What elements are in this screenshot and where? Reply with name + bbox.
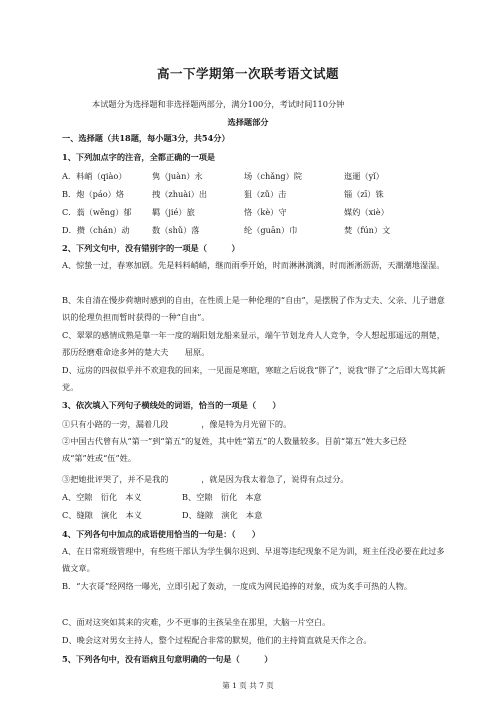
section-title: 选择题部分	[227, 117, 269, 127]
q1-c-3: 恪（kè）守	[244, 207, 287, 217]
q5-stem: 5、下列各句中，没有语病且句意明确的一句是（ ）	[62, 654, 273, 664]
q1-option-row	[62, 189, 442, 200]
q1-a-1: A．料峭（qiào）	[62, 171, 127, 181]
q4-option-b: B．“大衣哥”经网络一曝光，立即引起了轰动，一度成为网民追捧的对象，成为炙手可热的人物。	[62, 581, 413, 591]
q3-option-b: B、空隙 衍化 本意	[182, 492, 262, 502]
q1-c-1: C．蓊（wěng）郁	[62, 207, 132, 217]
q2-option-b: B、朱自清在慢步荷塘时感到的自由，在性质上是一种伦理的“自由”，是摆脱了作为丈夫、父亲、儿子谱意识的伦理负担而暂时获得的一种“自由”。	[62, 295, 445, 322]
q1-b-4: 锱（zī）铢	[344, 189, 384, 199]
exam-intro: 本试题分为选择题和非选择题两部分，满分100分，考试时间110分钟	[92, 99, 345, 109]
q1-a-3: 场（chǎng）院	[244, 171, 303, 181]
q3-option-row	[62, 492, 442, 503]
q3-option-a: A、空隙 衍化 本义	[62, 492, 142, 502]
q4-option-c: C、面对这突如其来的灾难，少不更事的主孩呆坐在那里，大脑一片空白。	[62, 617, 331, 627]
q3-option-row	[62, 510, 442, 521]
q1-a-2: 隽（juàn）永	[152, 171, 203, 181]
q3-option-c: C、缝隙 演化 本义	[62, 510, 142, 520]
q1-option-row	[62, 207, 442, 218]
q1-d-4: 焚（fún）文	[344, 225, 391, 235]
page-footer: 第 1 页 共 7 页	[222, 681, 274, 690]
q2-option-c: C、翠翠的感情成熟是靠一年一度的端阳划龙船来显示，端午节划龙舟人人竞争，令人想起那遥远的荆楚，那历经磨难命途多舛的楚大夫 屈原。	[62, 330, 445, 357]
q1-d-2: 数（shǔ）落	[152, 225, 200, 235]
q1-b-1: B．炮（páo）烙	[62, 189, 125, 199]
q1-d-3: 纶（guān）巾	[244, 225, 298, 235]
exam-title: 高一下学期第一次联考语文试题	[156, 66, 339, 81]
q1-b-3: 狙（zǔ）击	[244, 189, 287, 199]
q1-option-row	[62, 225, 442, 236]
q3-sentence-2: ②中国古代曾有从“第一”到“第五”的复姓，其中姓“第五”的人数量较多。目前“第五”姓大多已经 成“第”姓或“伍”姓。	[62, 436, 440, 463]
q3-sentence-3: ③把她批评哭了，并不是我的 ，就是因为我太着急了，说得有点过分。	[62, 474, 349, 484]
q2-stem: 2、下列文句中，没有错别字的一项是（ ）	[62, 243, 240, 253]
q1-d-1: D．攒（chán）动	[62, 225, 130, 235]
part1-header: 一、选择题（共18题，每小题3分，共54分）	[62, 133, 230, 143]
q1-stem: 1、下列加点字的注音，全都正确的一项是	[62, 152, 216, 162]
q2-option-d: D、远房的四叔似乎并不欢迎我的回来，一见面是寒暄，寒暄之后说我“胖了”，说我“胖了”之后即大骂其新党。	[62, 365, 446, 392]
q2-option-a: A、惊蛰一过，春寒加剧。先是料料峭峭，继而雨季开始，时而淋淋漓漓，时而淅淅沥沥，天潮潮地湿湿。	[62, 260, 445, 270]
q1-c-4: 媒妁（xiè）	[344, 207, 389, 217]
q3-sentence-1: ①只有小路的一旁，漏着几段 ，像是特为月光留下的。	[62, 419, 292, 429]
q1-option-row	[62, 171, 442, 182]
q4-option-a: A、在日常班级管理中，有些班干部认为学生偶尔迟到、早退等违纪现象不足为训，班主任没必要在此过多做文章。	[62, 546, 445, 573]
q4-option-d: D、晚会这对男女主持人，整个过程配合非常的默契，他们的主持简直就是天作之合。	[62, 635, 372, 645]
q1-c-2: 羁（jié）旅	[152, 207, 195, 217]
q1-a-4: 迤逦（yǐ）	[344, 171, 384, 181]
q3-stem: 3、依次填入下列句子横线处的词语，恰当的一项是（ ）	[62, 400, 281, 410]
q3-option-d: D、缝隙 演化 本意	[182, 510, 263, 520]
q1-b-2: 拽（zhuài）出	[152, 189, 208, 199]
q4-stem: 4、下列各句中加点的成语使用恰当的一句是：（ ）	[62, 529, 261, 539]
